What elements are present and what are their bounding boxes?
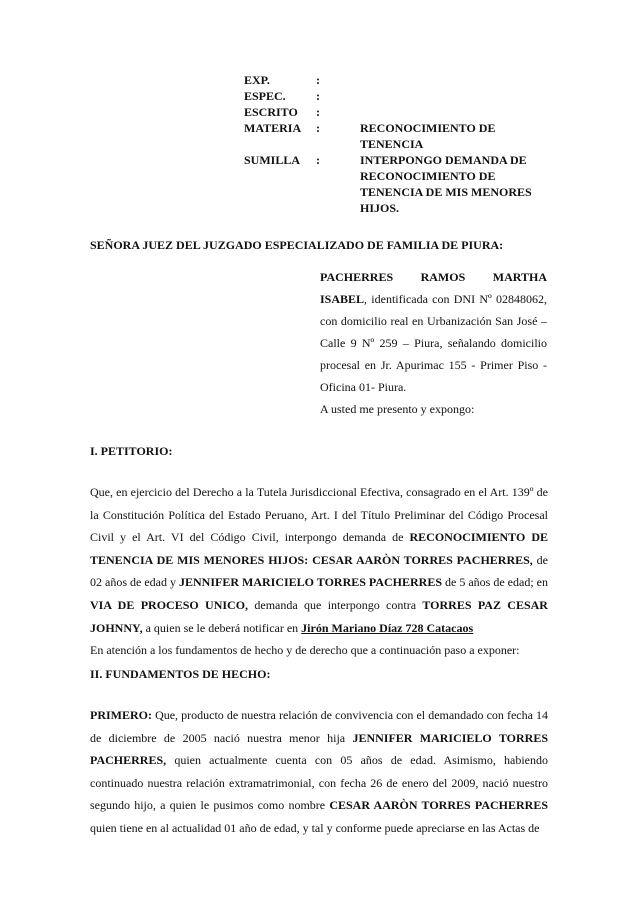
petitorio-emphasis: TORRES PAZ CESAR JOHNNY, — [90, 597, 548, 635]
header-key: EXP. — [244, 73, 270, 87]
header-key: MATERIA — [244, 121, 302, 135]
petitorio-text: de 5 años de edad; en — [442, 575, 548, 590]
hechos-emphasis: PRIMERO: — [90, 708, 152, 722]
header-key: SUMILLA — [244, 153, 301, 167]
header-key: ESPEC. — [244, 89, 286, 103]
header-key: ESCRITO — [244, 105, 298, 119]
hechos-text: quien tiene en al actualidad 01 año de edad, y tal y conforme puede apreciarse en las Actas de — [90, 820, 540, 835]
header-row-sumilla — [244, 152, 540, 216]
header-value — [360, 88, 540, 104]
case-header — [244, 72, 540, 216]
header-row-escrito — [244, 104, 540, 120]
party-details: , identificada con DNI Nº 02848062, con domicilio real en Urbanización San José – Calle 9 Nº 259 – Piura, señalando domicilio procesal en Jr. Apurimac 155 - Primer Piso - Oficina 01- Piura. — [320, 292, 547, 394]
petitorio-text: a quien se le deberá notificar en — [142, 620, 302, 635]
petitorio-emphasis: JENNIFER MARICIELO TORRES PACHERRES — [178, 575, 443, 590]
header-value — [360, 104, 540, 120]
header-row-materia — [244, 120, 540, 152]
header-colon: : — [316, 89, 320, 103]
petitorio-emphasis: RECONOCIMIENTO DE TENENCIA DE MIS MENORES HIJOS: CESAR AARÒN TORRES PACHERRES, — [90, 530, 549, 567]
hechos-text: Que, producto de nuestra relación de convivencia con el demandado con fecha 14 de diciembre de 2005 nació nuestra menor hija — [90, 708, 548, 745]
petitorio-paragraph — [90, 481, 548, 662]
section-title-fundamentos: II. FUNDAMENTOS DE HECHO: — [90, 667, 271, 681]
petitorio-closing: En atención a los fundamentos de hecho y de derecho que a continuación paso a exponer: — [90, 643, 520, 658]
petitorio-emphasis: VIA DE PROCESO UNICO, — [90, 597, 249, 612]
header-colon: : — [316, 105, 320, 119]
header-row-espec — [244, 88, 540, 104]
party-block — [320, 266, 547, 420]
petitorio-text: de 02 años de edad y — [90, 552, 549, 590]
header-value: INTERPONGO DEMANDA DE RECONOCIMIENTO DE TENENCIA DE MIS MENORES HIJOS. — [360, 153, 532, 215]
party-name: PACHERRES RAMOS MARTHA ISABEL — [320, 270, 547, 306]
header-colon: : — [316, 73, 320, 87]
hechos-text: quien actualmente cuenta con 05 años de edad. Asimismo, habiendo continuado nuestra relación extramatrimonial, con fecha 26 de enero del 2009, nació nuestro segundo hijo, a quien le pusimos como nombre — [90, 753, 548, 813]
header-value: RECONOCIMIENTO DE TENENCIA — [360, 121, 496, 151]
header-colon: : — [316, 153, 320, 167]
header-colon: : — [316, 121, 320, 135]
header-value — [360, 72, 540, 88]
petitorio-text: Que, en ejercicio del Derecho a la Tutela Jurisdiccional Efectiva, consagrado en el Art. 139º de la Constitución Política del Estado Peruano, Art. I del Título Preliminar del Código Procesal Civil y el Art. VI del Código Civil, interpongo demanda de — [90, 485, 548, 545]
header-row-exp — [244, 72, 540, 88]
hechos-emphasis: JENNIFER MARICIELO TORRES PACHERRES, — [90, 730, 548, 768]
section-title-petitorio: I. PETITORIO: — [90, 444, 173, 458]
addressee: SEÑORA JUEZ DEL JUZGADO ESPECIALIZADO DE FAMILIA DE PIURA: — [90, 238, 504, 252]
hechos-paragraph — [90, 704, 548, 840]
hechos-emphasis: CESAR AARÒN TORRES PACHERRES — [329, 798, 549, 813]
party-closing: A usted me presento y expongo: — [320, 402, 475, 416]
petitorio-text: demanda que interpongo contra — [248, 597, 423, 612]
notification-address: Jirón Mariano Díaz 728 Catacaos — [301, 620, 474, 635]
